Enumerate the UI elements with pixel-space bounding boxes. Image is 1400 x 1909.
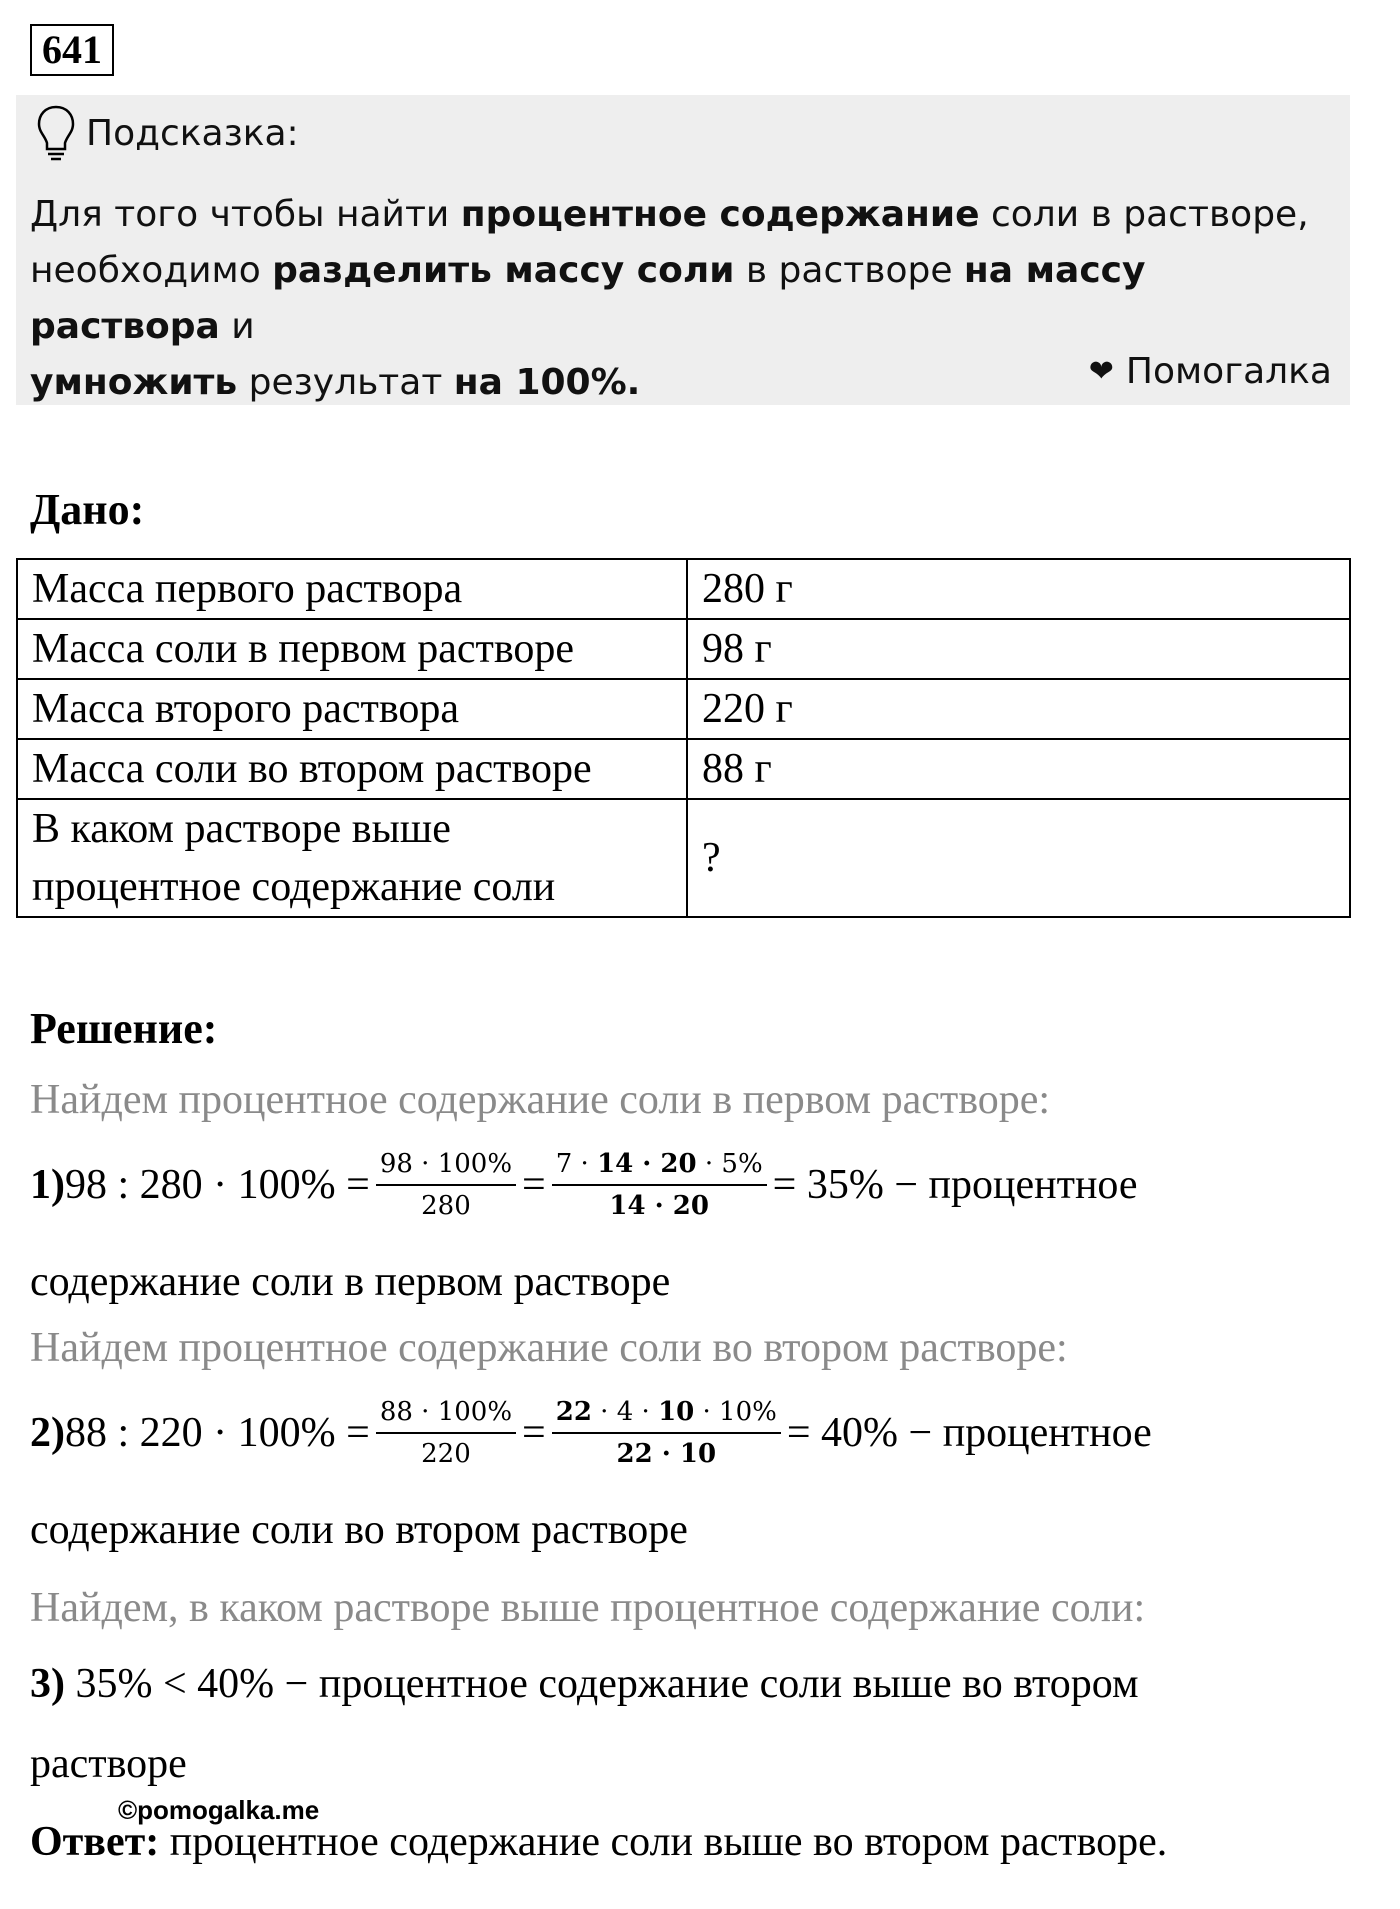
hint-box — [16, 95, 1350, 405]
heart-icon: ❤ — [1088, 354, 1114, 389]
given-value: 98 г — [687, 619, 1350, 679]
given-name: В каком растворе выше процентное содержание соли — [17, 799, 687, 917]
given-label: Дано: — [30, 485, 145, 534]
given-name: Масса соли в первом растворе — [17, 619, 687, 679]
hint-text: Для того чтобы найти процентное содержание соли в растворе, необходимо разделить массу соли в растворе на массу раствора и умножить результат на 100%. — [30, 194, 1309, 403]
watermark: ©pomogalka.me — [118, 1795, 320, 1825]
solution-step-2-cont: содержание соли во втором растворе — [30, 1507, 688, 1553]
solution-intro-2: Найдем процентное содержание соли во втором растворе: — [30, 1325, 1068, 1371]
fraction: $\frac{7 \cdot 14 \cdot 20 \cdot 5\%}{14 \cdot 20}$ — [552, 1144, 767, 1226]
given-name: Масса соли во втором растворе — [17, 739, 687, 799]
solution-intro-1: Найдем процентное содержание соли в первом растворе: — [30, 1077, 1051, 1123]
given-value: ? — [687, 799, 1350, 917]
solution-step-3: 3) 35% < 40% − процентное содержание соли выше во втором — [30, 1661, 1139, 1707]
table-row — [17, 559, 1350, 619]
table-row — [17, 619, 1350, 679]
hint-header — [36, 103, 299, 163]
solution-label: Решение: — [30, 1004, 218, 1053]
given-name: Масса второго раствора — [17, 679, 687, 739]
fraction: $\frac{98 \cdot 100\%}{280}$ — [376, 1144, 516, 1226]
problem-number: 641 — [30, 24, 114, 76]
solution-step-2: 2) 88 : 220 · 100% = $\frac{88 \cdot 100\%}{220}$ = $\frac{22 \cdot 4 \cdot 10 \cdot 10\%}{22 \cdot 10}$ = 40% − процентное — [30, 1392, 1152, 1474]
given-value: 280 г — [687, 559, 1350, 619]
solution-step-1: 1) 98 : 280 · 100% = $\frac{98 \cdot 100\%}{280}$ = $\frac{7 \cdot 14 \cdot 20 \cdot 5\%}{14 \cdot 20}$ = 35% − процентное — [30, 1144, 1138, 1226]
fraction: $\frac{22 \cdot 4 \cdot 10 \cdot 10\%}{22 \cdot 10}$ — [552, 1392, 781, 1474]
given-name: Масса первого раствора — [17, 559, 687, 619]
solution-step-3-cont: растворе — [30, 1741, 187, 1787]
table-row — [17, 739, 1350, 799]
hint-title: Подсказка: — [86, 112, 299, 154]
given-value: 220 г — [687, 679, 1350, 739]
lightbulb-icon — [36, 103, 76, 163]
brand-label: ❤ Помогалка — [1088, 351, 1332, 392]
fraction: $\frac{88 \cdot 100\%}{220}$ — [376, 1392, 516, 1474]
solution-step-1-cont: содержание соли в первом растворе — [30, 1259, 671, 1305]
given-value: 88 г — [687, 739, 1350, 799]
table-row — [17, 679, 1350, 739]
solution-intro-3: Найдем, в каком растворе выше процентное содержание соли: — [30, 1585, 1146, 1631]
answer-text: процентное содержание соли выше во втором растворе. — [159, 1819, 1168, 1865]
table-row — [17, 799, 1350, 917]
answer-label: Ответ: — [30, 1819, 160, 1865]
given-table — [16, 558, 1351, 918]
